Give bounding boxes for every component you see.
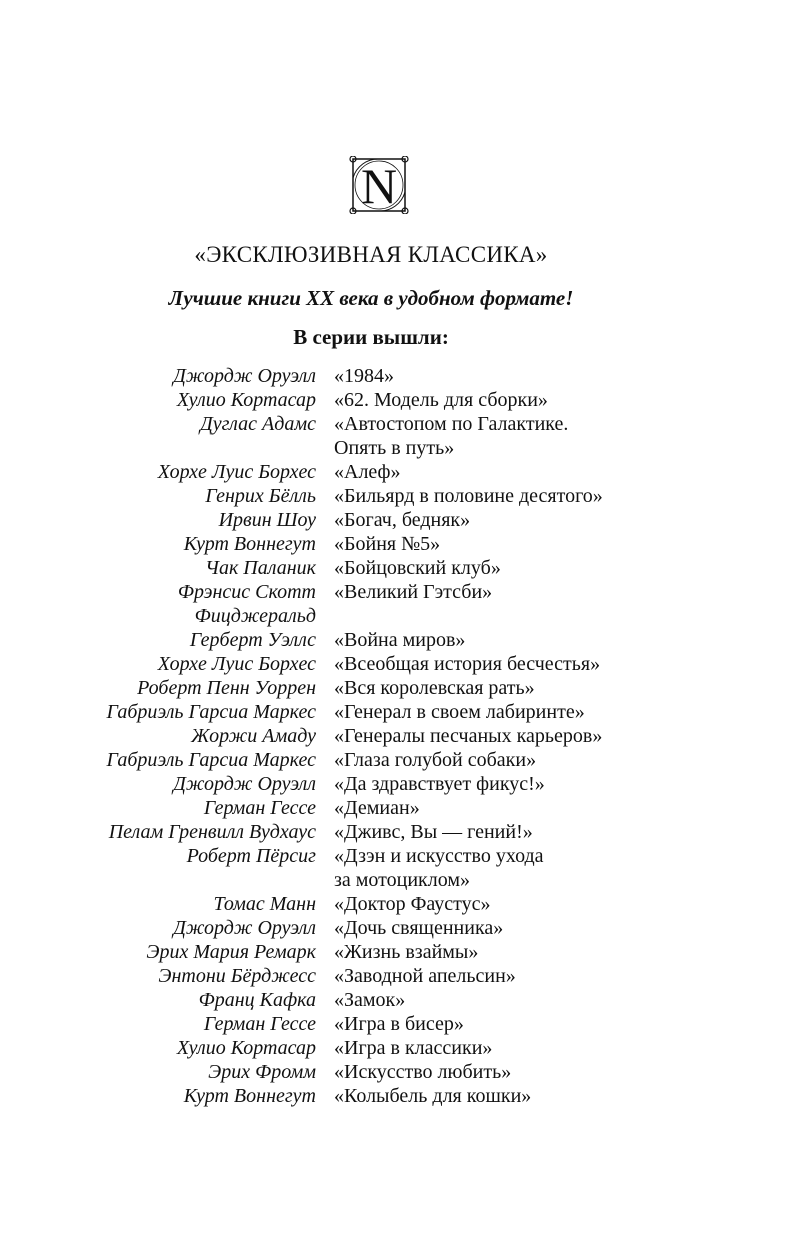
book-row xyxy=(0,988,786,1012)
book-row xyxy=(0,628,786,652)
book-author xyxy=(0,1060,334,1084)
series-title: «ЭКСКЛЮЗИВНАЯ КЛАССИКА» xyxy=(194,242,548,267)
book-row xyxy=(0,724,786,748)
book-author-line: Герман Гессе xyxy=(203,797,316,819)
book-author-line: Жоржи Амаду xyxy=(191,725,316,747)
book-author xyxy=(0,580,334,628)
book-title xyxy=(334,1060,786,1084)
book-title xyxy=(334,940,786,964)
book-title xyxy=(334,892,786,916)
book-author-line: Хулио Кортасар xyxy=(176,389,316,411)
book-row xyxy=(0,676,786,700)
book-title xyxy=(334,916,786,940)
book-title-line: «Бойцовский клуб» xyxy=(334,557,501,579)
book-author-line: Пелам Гренвилл Вудхаус xyxy=(108,821,316,843)
book-author xyxy=(0,964,334,988)
book-row xyxy=(0,700,786,724)
book-title-line: «Вся королевская рать» xyxy=(334,677,535,699)
book-title xyxy=(334,844,786,892)
book-title xyxy=(334,772,786,796)
book-title xyxy=(334,556,786,580)
book-row xyxy=(0,1036,786,1060)
book-row xyxy=(0,364,786,388)
book-author xyxy=(0,844,334,868)
book-title-line: «Глаза голубой собаки» xyxy=(334,749,537,771)
book-row xyxy=(0,652,786,676)
book-author-line: Хулио Кортасар xyxy=(176,1037,316,1059)
book-author xyxy=(0,988,334,1012)
book-row xyxy=(0,532,786,556)
book-title-line: «Искусство любить» xyxy=(334,1061,512,1083)
book-author xyxy=(0,388,334,412)
book-title-line: «1984» xyxy=(334,365,394,387)
book-title-line: «62. Модель для сборки» xyxy=(334,389,548,411)
book-author xyxy=(0,412,334,436)
book-author xyxy=(0,628,334,652)
book-title xyxy=(334,676,786,700)
book-title xyxy=(334,820,786,844)
book-title-line: «Автостопом по Галактике. xyxy=(334,413,569,435)
book-author-line: Джордж Оруэлл xyxy=(173,917,316,939)
book-author xyxy=(0,532,334,556)
book-row xyxy=(0,556,786,580)
book-row xyxy=(0,484,786,508)
book-title xyxy=(334,388,786,412)
book-author-line: Хорхе Луис Борхес xyxy=(157,653,316,675)
book-row xyxy=(0,820,786,844)
book-title-line: «Бойня №5» xyxy=(334,533,441,555)
book-author-line: Ирвин Шоу xyxy=(218,509,316,531)
book-title xyxy=(334,988,786,1012)
book-title-line: «Дочь священника» xyxy=(334,917,504,939)
book-title xyxy=(334,508,786,532)
book-row xyxy=(0,796,786,820)
book-title xyxy=(334,796,786,820)
book-author xyxy=(0,508,334,532)
book-author xyxy=(0,460,334,484)
book-title xyxy=(334,1084,786,1108)
book-row xyxy=(0,964,786,988)
book-title xyxy=(334,964,786,988)
book-author xyxy=(0,940,334,964)
book-row xyxy=(0,1012,786,1036)
book-author-line: Роберт Пенн Уоррен xyxy=(137,677,316,699)
book-title-line: «Генералы песчаных карьеров» xyxy=(334,725,603,747)
book-author-line: Генрих Бёлль xyxy=(205,485,316,507)
book-row xyxy=(0,892,786,916)
book-row xyxy=(0,940,786,964)
book-author-line: Фицджеральд xyxy=(194,605,316,627)
book-title xyxy=(334,748,786,772)
book-title xyxy=(334,412,786,460)
book-title-line: Опять в путь» xyxy=(334,437,455,459)
book-author-line: Габриэль Гарсиа Маркес xyxy=(106,749,316,771)
book-author xyxy=(0,652,334,676)
book-title-line: «Да здравствует фикус!» xyxy=(334,773,545,795)
book-row xyxy=(0,580,786,628)
book-title xyxy=(334,700,786,724)
book-author-line: Курт Воннегут xyxy=(183,533,316,555)
logo-letter: N xyxy=(360,158,398,214)
book-author-line: Герберт Уэллс xyxy=(189,629,316,651)
book-author-line: Энтони Бёрджесс xyxy=(158,965,316,987)
book-row xyxy=(0,412,786,460)
book-title-line: «Война миров» xyxy=(334,629,466,651)
book-author-line: Джордж Оруэлл xyxy=(173,365,316,387)
book-title-line: «Колыбель для кошки» xyxy=(334,1085,532,1107)
book-title-line: за мотоциклом» xyxy=(334,869,471,891)
book-title xyxy=(334,652,786,676)
book-title-line: «Замок» xyxy=(334,989,406,1011)
book-author-line: Чак Паланик xyxy=(205,557,316,579)
book-title xyxy=(334,532,786,556)
book-title-line: «Генерал в своем лабиринте» xyxy=(334,701,585,723)
book-author xyxy=(0,1084,334,1108)
book-author-line: Габриэль Гарсиа Маркес xyxy=(106,701,316,723)
book-author-line: Хорхе Луис Борхес xyxy=(157,461,316,483)
book-title xyxy=(334,724,786,748)
book-author-line: Фрэнсис Скотт xyxy=(177,581,316,603)
book-title-line: «Игра в бисер» xyxy=(334,1013,464,1035)
book-author xyxy=(0,892,334,916)
book-row xyxy=(0,916,786,940)
book-author-line: Эрих Мария Ремарк xyxy=(146,941,316,963)
book-title xyxy=(334,628,786,652)
book-author xyxy=(0,676,334,700)
book-author xyxy=(0,916,334,940)
book-title-line: «Жизнь взаймы» xyxy=(334,941,479,963)
book-title xyxy=(334,484,786,508)
book-author xyxy=(0,1036,334,1060)
book-row xyxy=(0,1084,786,1108)
book-title-line: «Алеф» xyxy=(334,461,401,483)
book-author xyxy=(0,556,334,580)
book-title xyxy=(334,364,786,388)
book-row xyxy=(0,844,786,892)
book-row xyxy=(0,388,786,412)
book-author-line: Дуглас Адамс xyxy=(200,413,316,435)
book-title xyxy=(334,1012,786,1036)
book-title-line: «Дживс, Вы — гений!» xyxy=(334,821,533,843)
book-title xyxy=(334,1036,786,1060)
book-author xyxy=(0,820,334,844)
book-row xyxy=(0,1060,786,1084)
book-row xyxy=(0,460,786,484)
series-subtitle: Лучшие книги XX века в удобном формате! xyxy=(168,286,574,310)
book-author-line: Томас Манн xyxy=(213,893,316,915)
book-author-line: Джордж Оруэлл xyxy=(173,773,316,795)
book-row xyxy=(0,772,786,796)
book-row xyxy=(0,508,786,532)
book-title-line: «Заводной апельсин» xyxy=(334,965,516,987)
book-title-line: «Демиан» xyxy=(334,797,420,819)
book-title-line: «Всеобщая история бесчестья» xyxy=(334,653,601,675)
book-title-line: «Бильярд в половине десятого» xyxy=(334,485,603,507)
book-author xyxy=(0,484,334,508)
book-author xyxy=(0,796,334,820)
publisher-logo xyxy=(347,156,411,214)
book-author-line: Герман Гессе xyxy=(203,1013,316,1035)
book-list xyxy=(0,364,786,1108)
book-title xyxy=(334,460,786,484)
book-author xyxy=(0,748,334,772)
book-author xyxy=(0,1012,334,1036)
book-author xyxy=(0,364,334,388)
published-heading: В серии вышли: xyxy=(293,325,449,349)
book-title xyxy=(334,580,786,604)
book-author xyxy=(0,700,334,724)
book-author-line: Франц Кафка xyxy=(198,989,316,1011)
book-author-line: Курт Воннегут xyxy=(183,1085,316,1107)
book-title-line: «Дзэн и искусство ухода xyxy=(334,845,544,867)
book-title-line: «Доктор Фаустус» xyxy=(334,893,491,915)
book-title-line: «Игра в классики» xyxy=(334,1037,493,1059)
book-author xyxy=(0,772,334,796)
book-row xyxy=(0,748,786,772)
book-title-line: «Великий Гэтсби» xyxy=(334,581,493,603)
book-author-line: Эрих Фромм xyxy=(208,1061,316,1083)
book-title-line: «Богач, бедняк» xyxy=(334,509,471,531)
book-author-line: Роберт Пёрсиг xyxy=(186,845,316,867)
book-author xyxy=(0,724,334,748)
